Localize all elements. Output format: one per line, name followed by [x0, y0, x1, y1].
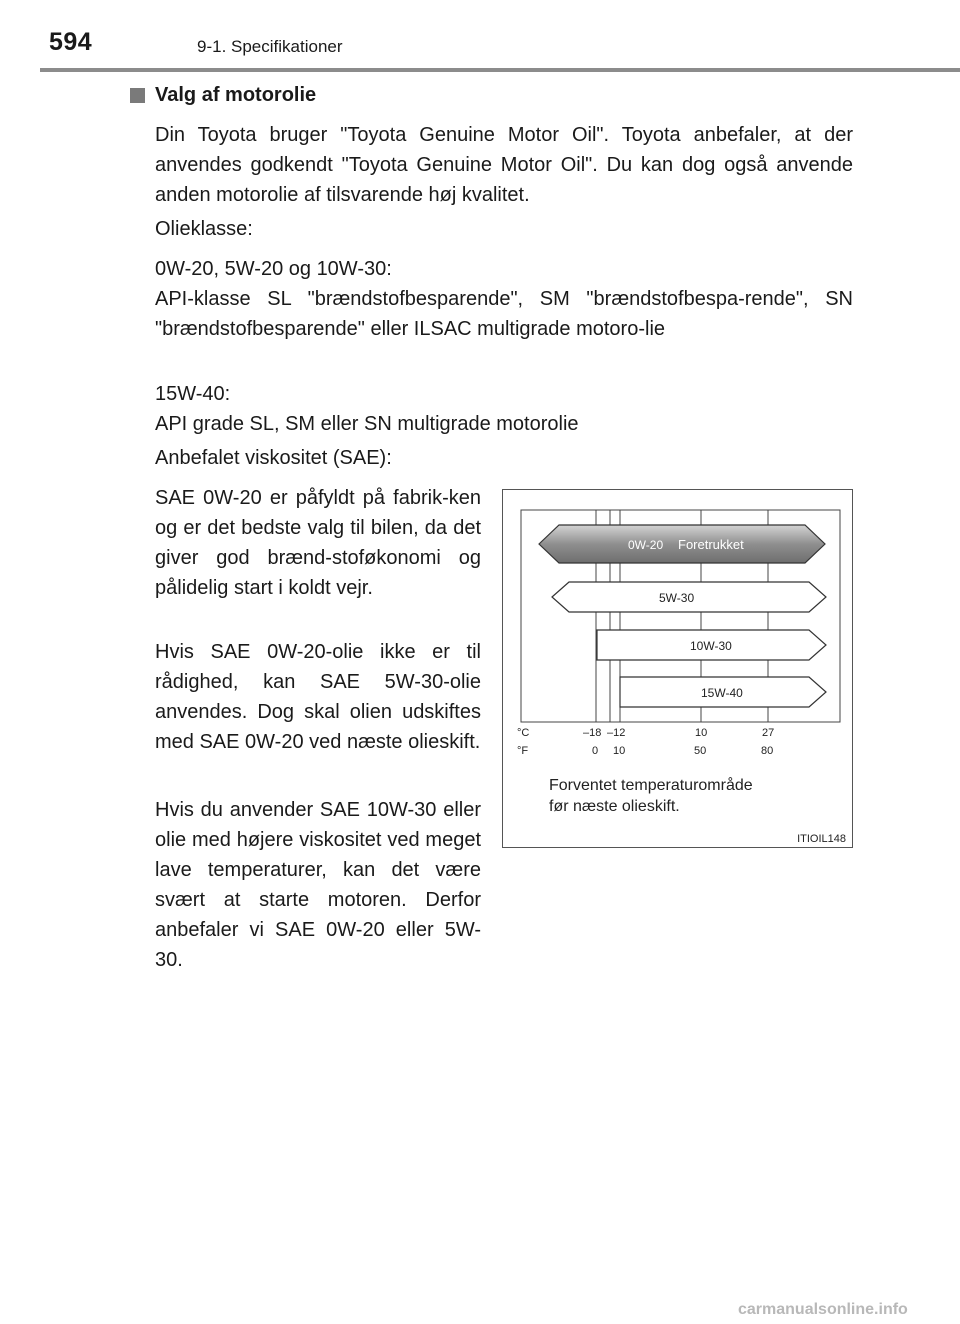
grade2-title: 15W-40:	[155, 383, 231, 405]
bar-10w30-grade: 10W-30	[690, 639, 732, 653]
fahrenheit-unit: °F	[517, 745, 529, 757]
square-bullet-icon	[130, 88, 145, 103]
tick-f-2: 10	[613, 745, 626, 757]
section-label: 9-1. Specifikationer	[197, 37, 343, 56]
viscosity-label: Anbefalet viskositet (SAE):	[155, 447, 392, 469]
grade2-description: API grade SL, SM eller SN multigrade motorolie	[155, 413, 579, 435]
tick-c-4: 27	[762, 727, 775, 739]
heading-text: Valg af motorolie	[155, 84, 317, 106]
celsius-unit: °C	[517, 727, 530, 739]
column-paragraph-3: Hvis du anvender SAE 10W-30 eller olie med højere viskositet ved meget lave temperaturer, kan det være svært at starte motoren. Derfor anbefaler vi SAE 0W-20 eller 5W-30.	[155, 799, 481, 971]
tick-c-2: –12	[607, 727, 626, 739]
tick-f-4: 80	[761, 745, 774, 757]
column-paragraph-1: SAE 0W-20 er påfyldt på fabrik-ken og er det bedste valg til bilen, da det giver god brænd-stoføkonomi og pålidelig start i koldt vejr.	[155, 487, 481, 599]
tick-c-1: –18	[583, 727, 602, 739]
tick-c-3: 10	[695, 727, 708, 739]
watermark: carmanualsonline.info	[738, 1301, 908, 1318]
bar-5w30-grade: 5W-30	[659, 591, 695, 605]
grade1-description: API-klasse SL "brændstofbesparende", SM "brændstofbespa-rende", SN "brændstofbesparende" eller ILSAC multigrade motoro-lie	[155, 288, 853, 340]
bar-0w20-grade: 0W-20	[628, 538, 664, 552]
grade1-title: 0W-20, 5W-20 og 10W-30:	[155, 258, 392, 280]
intro-paragraph: Din Toyota bruger "Toyota Genuine Motor Oil". Toyota anbefaler, at der anvendes godkendt "Toyota Genuine Motor Oil". Du kan dog også anvende anden motorolie af tilsvarende høj kvalitet.	[155, 124, 853, 206]
legend-line-1: Forventet temperaturområde	[549, 777, 753, 794]
page-number: 594	[49, 28, 93, 56]
figure-code: ITIOIL148	[797, 833, 846, 845]
tick-f-3: 50	[694, 745, 707, 757]
column-paragraph-2: Hvis SAE 0W-20-olie ikke er til rådighed, kan SAE 5W-30-olie anvendes. Dog skal olien udskiftes med SAE 0W-20 ved næste olieskift.	[155, 641, 481, 753]
viscosity-temperature-chart	[502, 489, 853, 848]
legend-line-2: før næste olieskift.	[549, 798, 680, 815]
header-rule	[40, 68, 960, 72]
chart-legend	[549, 775, 753, 817]
bar-15w40-grade: 15W-40	[701, 686, 743, 700]
tick-f-1: 0	[592, 745, 599, 757]
section-heading	[130, 84, 316, 107]
bar-0w20-note: Foretrukket	[678, 537, 744, 552]
oil-class-label: Olieklasse:	[155, 218, 253, 240]
